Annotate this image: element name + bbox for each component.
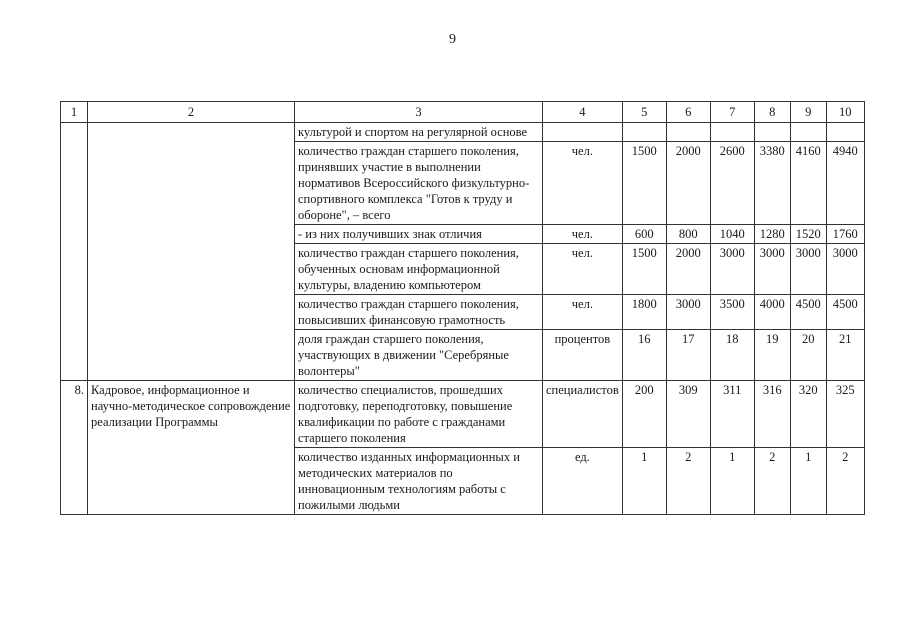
value-cell: 3000 bbox=[754, 244, 790, 295]
value-cell bbox=[790, 123, 826, 142]
unit-cell: чел. bbox=[543, 142, 623, 225]
header-cell: 4 bbox=[543, 102, 623, 123]
value-cell: 600 bbox=[622, 225, 666, 244]
header-cell: 1 bbox=[61, 102, 88, 123]
indicator-cell: количество изданных информационных и методических материалов по инновационным технологиям работы с пожилыми людьми bbox=[295, 448, 543, 515]
value-cell: 1520 bbox=[790, 225, 826, 244]
indicator-cell: культурой и спортом на регулярной основе bbox=[295, 123, 543, 142]
value-cell: 309 bbox=[666, 381, 710, 448]
value-cell: 20 bbox=[790, 330, 826, 381]
page-number: 9 bbox=[449, 32, 456, 47]
value-cell: 316 bbox=[754, 381, 790, 448]
value-cell: 3000 bbox=[666, 295, 710, 330]
value-cell: 1040 bbox=[710, 225, 754, 244]
indicator-cell: количество граждан старшего поколения, повысивших финансовую грамотность bbox=[295, 295, 543, 330]
value-cell: 1500 bbox=[622, 142, 666, 225]
unit-cell: процентов bbox=[543, 330, 623, 381]
task-cell: Кадровое, информационное и научно-методическое сопровождение реализации Программы bbox=[88, 381, 295, 515]
header-cell: 3 bbox=[295, 102, 543, 123]
value-cell bbox=[666, 123, 710, 142]
value-cell: 21 bbox=[826, 330, 864, 381]
value-cell: 3000 bbox=[826, 244, 864, 295]
value-cell bbox=[754, 123, 790, 142]
value-cell: 325 bbox=[826, 381, 864, 448]
value-cell bbox=[710, 123, 754, 142]
value-cell: 1 bbox=[790, 448, 826, 515]
value-cell: 3000 bbox=[710, 244, 754, 295]
header-cell: 5 bbox=[622, 102, 666, 123]
value-cell: 1800 bbox=[622, 295, 666, 330]
value-cell: 1 bbox=[710, 448, 754, 515]
header-cell: 10 bbox=[826, 102, 864, 123]
value-cell: 1500 bbox=[622, 244, 666, 295]
task-cell bbox=[88, 123, 295, 381]
value-cell: 1280 bbox=[754, 225, 790, 244]
indicator-cell: количество граждан старшего поколения, обученных основам информационной культуры, владению компьютером bbox=[295, 244, 543, 295]
unit-cell: чел. bbox=[543, 244, 623, 295]
header-cell: 9 bbox=[790, 102, 826, 123]
value-cell: 1760 bbox=[826, 225, 864, 244]
value-cell: 3380 bbox=[754, 142, 790, 225]
value-cell: 320 bbox=[790, 381, 826, 448]
table-row bbox=[61, 381, 865, 448]
header-cell: 7 bbox=[710, 102, 754, 123]
row-number-cell: 8. bbox=[61, 381, 88, 515]
value-cell: 4160 bbox=[790, 142, 826, 225]
header-row bbox=[61, 102, 865, 123]
indicator-cell: - из них получивших знак отличия bbox=[295, 225, 543, 244]
value-cell bbox=[826, 123, 864, 142]
header-cell: 2 bbox=[88, 102, 295, 123]
value-cell: 4500 bbox=[790, 295, 826, 330]
unit-cell: чел. bbox=[543, 225, 623, 244]
value-cell: 4000 bbox=[754, 295, 790, 330]
value-cell: 2 bbox=[754, 448, 790, 515]
value-cell bbox=[622, 123, 666, 142]
value-cell: 200 bbox=[622, 381, 666, 448]
unit-cell: ед. bbox=[543, 448, 623, 515]
value-cell: 4500 bbox=[826, 295, 864, 330]
value-cell: 2 bbox=[666, 448, 710, 515]
unit-cell: специалистов bbox=[543, 381, 623, 448]
indicator-cell: количество специалистов, прошедших подготовку, переподготовку, повышение квалификации по работе с гражданами старшего поколения bbox=[295, 381, 543, 448]
value-cell: 3000 bbox=[790, 244, 826, 295]
value-cell: 311 bbox=[710, 381, 754, 448]
indicator-cell: количество граждан старшего поколения, принявших участие в выполнении нормативов Всероссийского физкультурно-спортивного комплекса "Готов к труду и обороне", – всего bbox=[295, 142, 543, 225]
value-cell: 16 bbox=[622, 330, 666, 381]
row-number-cell bbox=[61, 123, 88, 381]
value-cell: 2600 bbox=[710, 142, 754, 225]
value-cell: 800 bbox=[666, 225, 710, 244]
unit-cell bbox=[543, 123, 623, 142]
value-cell: 19 bbox=[754, 330, 790, 381]
value-cell: 18 bbox=[710, 330, 754, 381]
value-cell: 3500 bbox=[710, 295, 754, 330]
value-cell: 1 bbox=[622, 448, 666, 515]
value-cell: 17 bbox=[666, 330, 710, 381]
table-row bbox=[61, 123, 865, 142]
value-cell: 2000 bbox=[666, 142, 710, 225]
header-cell: 8 bbox=[754, 102, 790, 123]
value-cell: 2 bbox=[826, 448, 864, 515]
unit-cell: чел. bbox=[543, 295, 623, 330]
indicator-cell: доля граждан старшего поколения, участвующих в движении "Серебряные волонтеры" bbox=[295, 330, 543, 381]
indicators-table bbox=[60, 101, 865, 515]
value-cell: 2000 bbox=[666, 244, 710, 295]
value-cell: 4940 bbox=[826, 142, 864, 225]
header-cell: 6 bbox=[666, 102, 710, 123]
